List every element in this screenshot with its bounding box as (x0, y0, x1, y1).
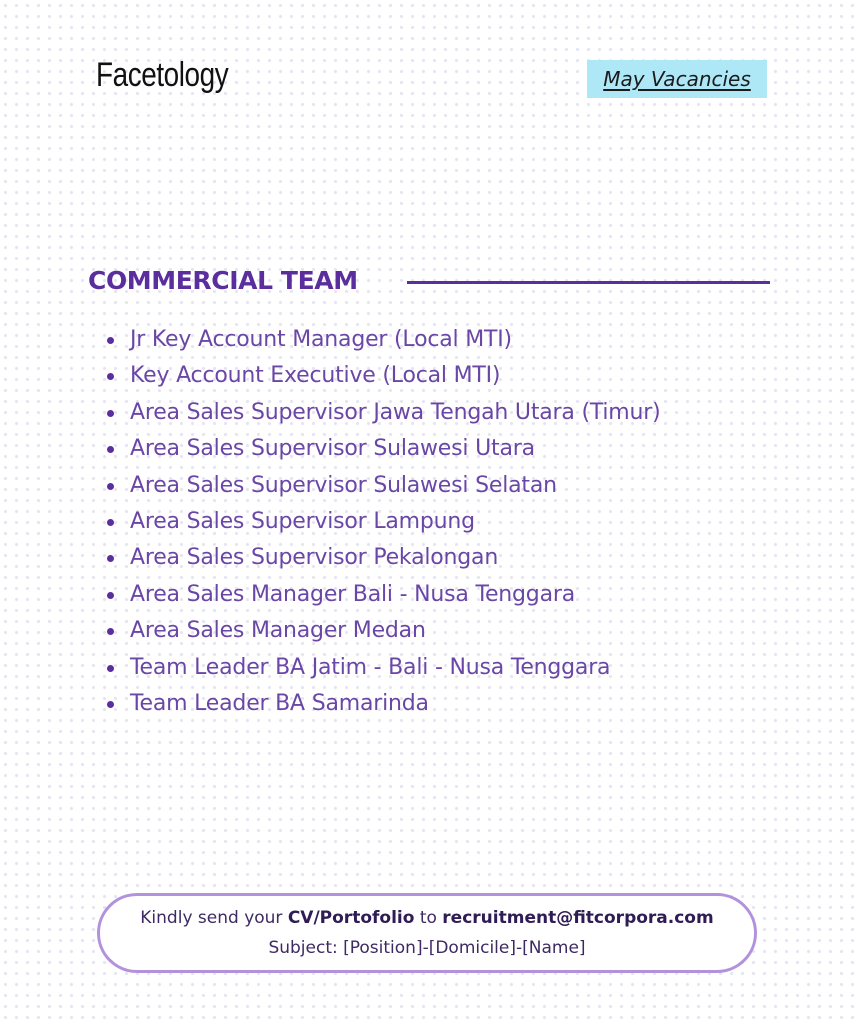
instruction-prefix: Kindly send your (140, 908, 288, 928)
job-title: Area Sales Supervisor Lampung (130, 508, 475, 534)
bullet-icon (107, 337, 114, 344)
job-title: Area Sales Supervisor Sulawesi Utara (130, 436, 535, 462)
job-title: Area Sales Supervisor Sulawesi Selatan (130, 472, 557, 498)
bullet-icon (107, 483, 114, 490)
application-info-box (97, 893, 757, 973)
job-title: Area Sales Manager Bali - Nusa Tenggara (130, 581, 575, 607)
application-instruction (140, 903, 713, 933)
job-item (103, 431, 803, 467)
section-header (88, 266, 770, 300)
bullet-icon (107, 665, 114, 672)
section-title: COMMERCIAL TEAM (88, 266, 358, 295)
job-item (103, 395, 803, 431)
bullet-icon (107, 592, 114, 599)
subject-format: Subject: [Position]-[Domicile]-[Name] (268, 938, 586, 958)
job-title: Area Sales Supervisor Pekalongan (130, 545, 499, 571)
bullet-icon (107, 555, 114, 562)
brand-logo: Facetology (96, 56, 229, 94)
job-title: Team Leader BA Samarinda (130, 690, 429, 716)
job-list (103, 322, 803, 722)
job-title: Key Account Executive (Local MTI) (130, 363, 501, 389)
bullet-icon (107, 628, 114, 635)
cv-label: CV/Portofolio (287, 908, 415, 928)
job-item (103, 504, 803, 540)
job-item (103, 650, 803, 686)
bullet-icon (107, 519, 114, 526)
job-title: Area Sales Manager Medan (130, 618, 426, 644)
job-title: Jr Key Account Manager (Local MTI) (130, 327, 512, 352)
bullet-icon (107, 446, 114, 453)
instruction-middle: to (414, 908, 443, 928)
job-title: Team Leader BA Jatim - Bali - Nusa Tenggara (130, 654, 611, 680)
bullet-icon (107, 410, 114, 417)
job-item (103, 358, 803, 394)
bullet-icon (107, 701, 114, 708)
vacancies-badge[interactable]: May Vacancies (587, 60, 767, 98)
recruitment-email[interactable]: recruitment@fitcorpora.com (442, 908, 714, 928)
bullet-icon (107, 373, 114, 380)
job-title: Area Sales Supervisor Jawa Tengah Utara (Timur) (130, 399, 661, 425)
job-item (103, 577, 803, 613)
job-item (103, 468, 803, 504)
section-divider (407, 281, 770, 284)
job-item (103, 540, 803, 576)
job-item (103, 613, 803, 649)
job-item (103, 322, 803, 358)
job-item (103, 686, 803, 722)
